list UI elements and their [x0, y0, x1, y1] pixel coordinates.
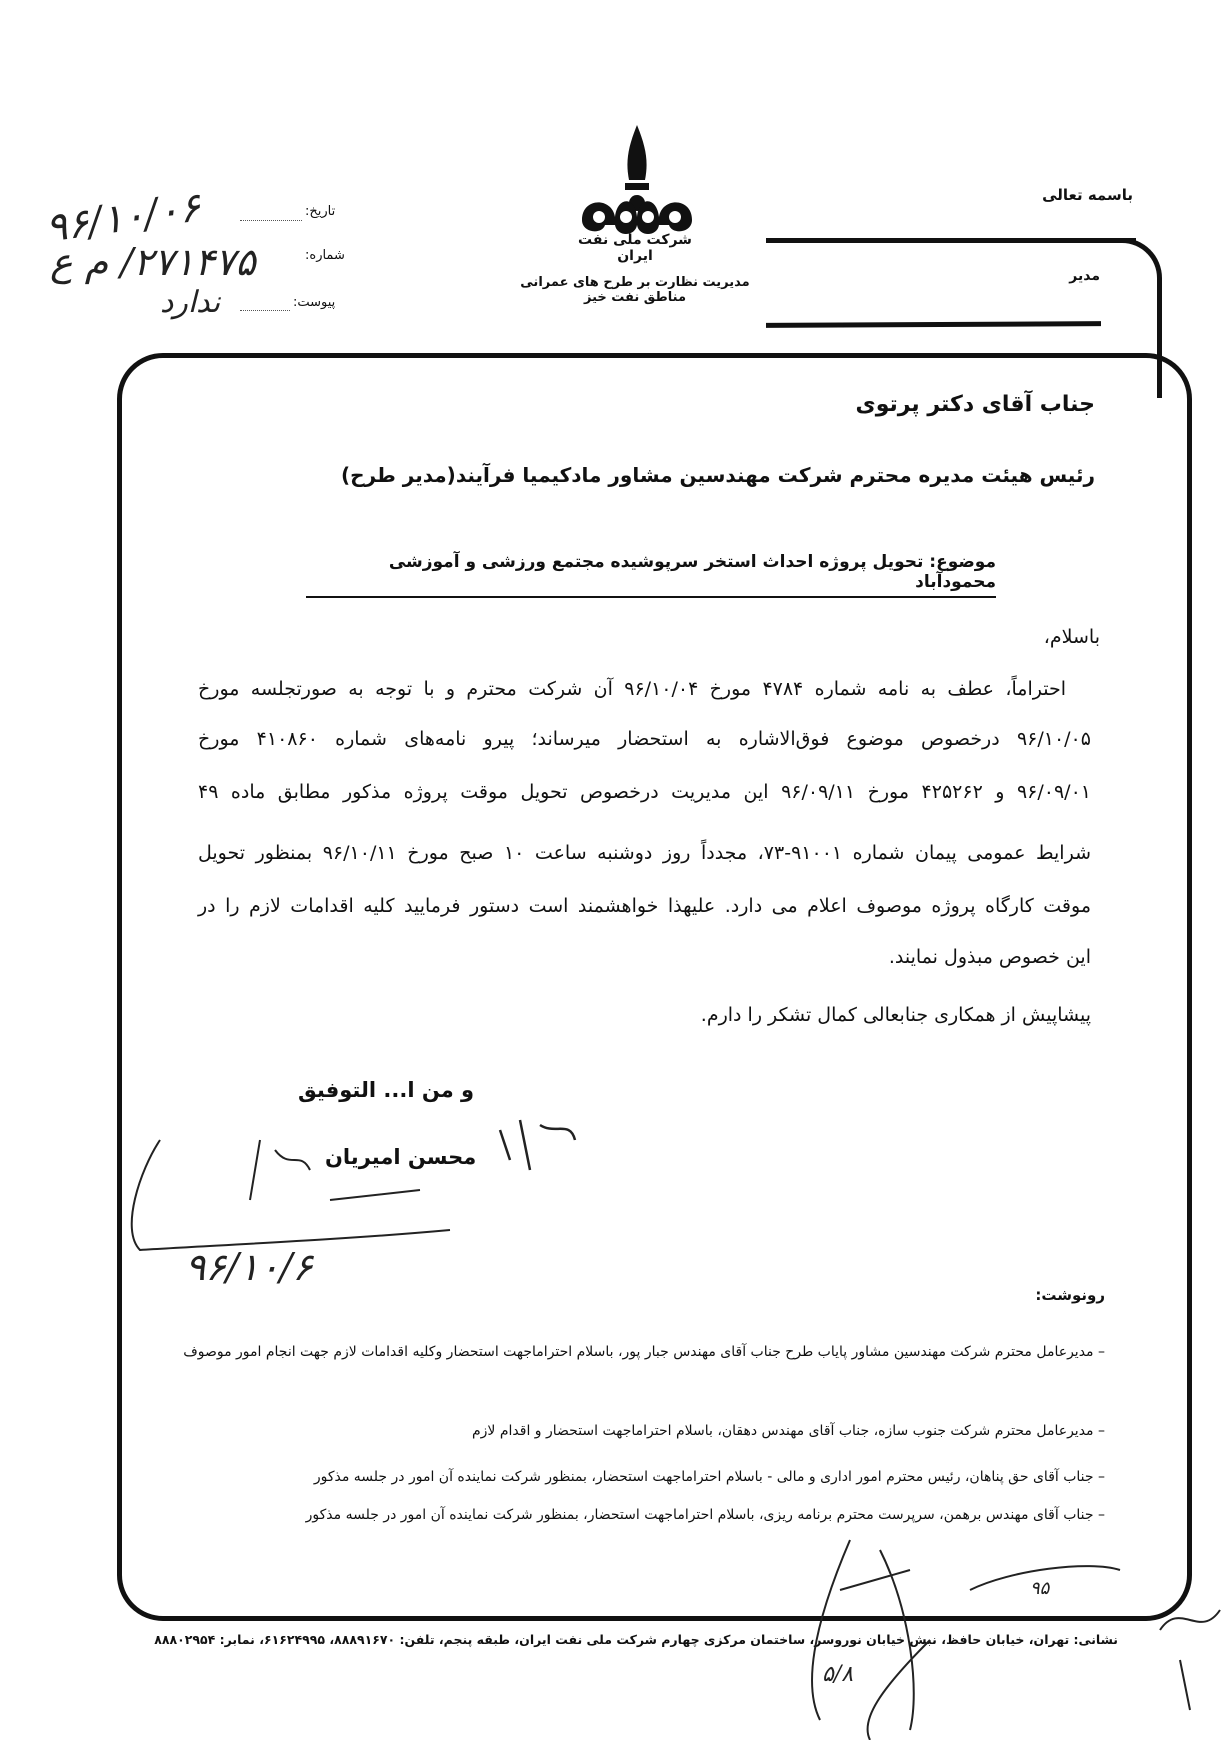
header-rule-top [766, 238, 1136, 243]
cc-heading: رونوشت: [1035, 1286, 1105, 1304]
addressee: جناب آقای دکتر پرتوی [855, 392, 1095, 417]
recipient-role-label: مدیر [1069, 268, 1100, 284]
signature-scribble [100, 1110, 580, 1310]
subject-line: موضوع: تحویل پروژه احداث استخر سرپوشیده مجتمع ورزشی و آموزشی محمودآباد [306, 552, 996, 598]
body-line: ۹۶/۰۹/۰۱ و ۴۲۵۲۶۲ مورخ ۹۶/۰۹/۱۱ این مدیریت درخصوص تحویل موقت پروژه مذکور مطابق ماده ۴۹ [198, 781, 1091, 803]
margin-note-handwritten: ۵/۸ [822, 1662, 854, 1687]
header-rule-bottom [766, 321, 1101, 328]
number-label: شماره: [305, 248, 345, 263]
cc-item-text: مدیرعامل محترم شرکت مهندسین مشاور پایاب طرح جناب آقای مهندس جبار پور، باسلام احتراماجهت استحضار وکلیه اقدامات لازم جهت انجام امور موصوف [183, 1344, 1094, 1360]
cc-bullet: – [1093, 1423, 1105, 1439]
department-name: مدیریت نظارت بر طرح های عمرانی مناطق نفت خیز [520, 275, 750, 305]
label-dots [240, 220, 302, 221]
body-line: این خصوص مبذول نمایند. [888, 946, 1091, 968]
closing-line: پیشاپیش از همکاری جنابعالی کمال تشکر را دارم. [700, 1004, 1091, 1026]
cc-item-text: مدیرعامل محترم شرکت جنوب سازه، جناب آقای مهندس دهقان، باسلام احتراماجهت استحضار و اقدام لازم [471, 1423, 1094, 1439]
cc-item [385, 1423, 1105, 1439]
attachment-label: پیوست: [293, 295, 336, 310]
cc-bullet: – [1093, 1469, 1105, 1485]
body-line: احتراماً، عطف به نامه شماره ۴۷۸۴ مورخ ۹۶/۱۰/۰۴ آن شرکت محترم و با توجه به صورتجلسه مورخ [198, 678, 1066, 700]
handwritten-loop-mark [760, 1530, 1228, 1740]
cc-item [155, 1332, 1105, 1372]
cc-bullet: – [1093, 1507, 1105, 1523]
valediction: و من ا... التوفیق [298, 1078, 475, 1102]
date-value-handwritten: ۹۶/۱۰/۰۶ [42, 184, 204, 252]
bismillah-heading: باسمه تعالی [1042, 186, 1133, 204]
cc-item [215, 1500, 1105, 1530]
initial-mark-handwritten: ۹۵ [1030, 1578, 1050, 1599]
body-line: ۹۶/۱۰/۰۵ درخصوص موضوع فوق‌الاشاره به استحضار میرساند؛ پیرو نامه‌های شماره ۴۱۰۸۶۰ مورخ [198, 728, 1091, 750]
signatory-name: محسن امیریان [325, 1145, 477, 1169]
cc-item [225, 1462, 1105, 1492]
greeting: باسلام، [1043, 626, 1100, 648]
cc-item-text: جناب آقای مهندس برهمن، سرپرست محترم برنامه ریزی، باسلام احتراماجهت استحضار، بمنظور شرکت نماینده آن امور در جلسه مذکور [305, 1507, 1094, 1523]
body-line: شرایط عمومی پیمان شماره ۹۱۰۰۱-۷۳، مجدداً روز دوشنبه ساعت ۱۰ صبح مورخ ۹۶/۱۰/۱۱ بمنظور تحویل [198, 842, 1091, 864]
cc-bullet: – [1093, 1344, 1105, 1360]
body-line: موقت کارگاه پروژه موصوف اعلام می دارد. علیهذا خواهشمند است دستور فرمایید کلیه اقدامات لازم را در [198, 895, 1091, 917]
signature-date-handwritten: ۹۶/۱۰/۶ [185, 1245, 313, 1289]
label-dots [240, 310, 290, 311]
cc-item-text: جناب آقای حق پناهان، رئیس محترم امور اداری و مالی - باسلام احتراماجهت استحضار، بمنظور شرکت نماینده آن امور در جلسه مذکور [313, 1469, 1094, 1485]
addressee-title: رئیس هیئت مدیره محترم شرکت مهندسین مشاور مادکیمیا فرآیند(مدیر طرح) [341, 463, 1095, 487]
date-label: تاریخ: [305, 204, 336, 219]
number-value-handwritten: ۲۷۱۴۷۵/ م ع [50, 240, 256, 284]
company-name: شرکت ملی نفت ایران [578, 232, 692, 264]
footer-address: نشانی: تهران، خیابان حافظ، نبش خیابان نوروسر، ساختمان مرکزی چهارم شرکت ملی نفت ایران، طبقه پنجم، تلفن: ۸۸۸۹۱۶۷۰، ۶۱۶۲۴۹۹۵، نمابر: ۸۸۸۰۲۹۵۴ [154, 1632, 1118, 1647]
attachment-value-handwritten: ندارد [160, 285, 221, 320]
